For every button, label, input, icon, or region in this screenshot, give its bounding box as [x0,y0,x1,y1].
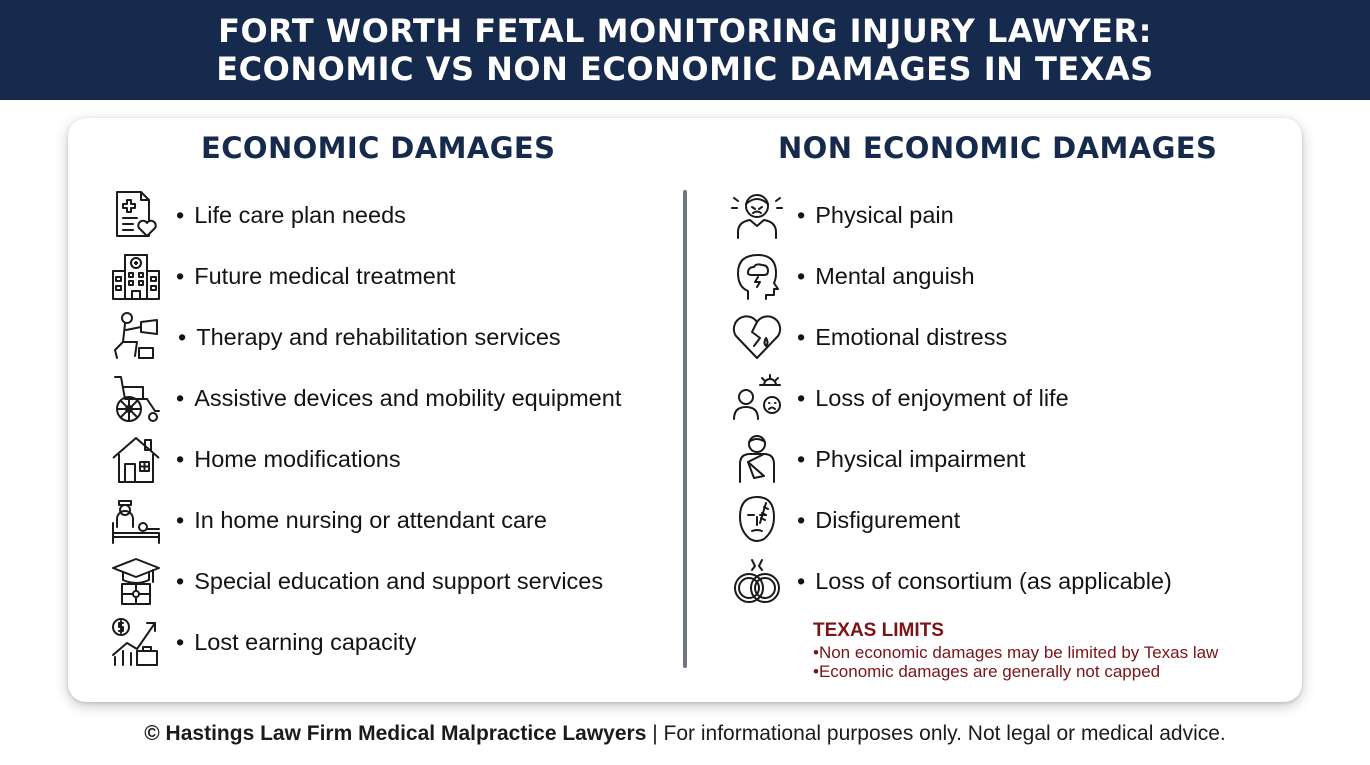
non-economic-item [729,309,1007,365]
non-economic-item [729,187,954,243]
economic-item-label: • Life care plan needs [176,202,406,229]
economic-item-label: • Home modifications [176,446,401,473]
non-economic-item [729,431,1026,487]
pained-person-icon [729,187,785,243]
non-economic-damages-heading: NON ECONOMIC DAMAGES [778,131,1218,165]
texas-limit-line: • Economic damages are generally not capped [813,662,1160,682]
page-title-line-1: FORT WORTH FETAL MONITORING INJURY LAWYER: [218,12,1152,50]
head-storm-icon [729,248,785,304]
non-economic-item-label: • Physical pain [797,202,954,229]
wheelchair-icon [108,370,164,426]
economic-damages-heading: ECONOMIC DAMAGES [201,131,556,165]
economic-item [108,370,621,426]
non-economic-item-label: • Emotional distress [797,324,1007,351]
economic-item [108,492,547,548]
footer-disclaimer: | For informational purposes only. Not legal or medical advice. [646,722,1226,745]
footer-firm-name: © Hastings Law Firm Medical Malpractice Lawyers [144,722,647,745]
footer-credit [0,722,1370,746]
broken-heart-icon [729,309,785,365]
medical-plan-heart-icon [108,187,164,243]
economic-item [108,431,401,487]
economic-item-label: • Special education and support services [176,568,603,595]
economic-item-label: • Lost earning capacity [176,629,416,656]
non-economic-item [729,248,975,304]
title-banner [0,0,1370,100]
money-growth-chart-icon [108,614,164,670]
house-icon [108,431,164,487]
sad-people-sun-icon [729,370,785,426]
hospital-building-icon [108,248,164,304]
non-economic-item-label: • Mental anguish [797,263,975,290]
economic-item [108,309,561,365]
texas-limits-heading: TEXAS LIMITS [813,620,944,641]
economic-item-label: • Therapy and rehabilitation services [178,324,561,351]
nurse-bed-icon [108,492,164,548]
non-economic-item [729,492,960,548]
graduation-cap-puzzle-icon [108,553,164,609]
economic-item-label: • Assistive devices and mobility equipment [176,385,621,412]
non-economic-item-label: • Loss of consortium (as applicable) [797,568,1172,595]
economic-item [108,248,455,304]
non-economic-item-label: • Physical impairment [797,446,1026,473]
non-economic-item [729,553,1172,609]
scarred-face-icon [729,492,785,548]
economic-item-label: • In home nursing or attendant care [176,507,547,534]
texas-limit-line: • Non economic damages may be limited by Texas law [813,643,1218,663]
non-economic-item-label: • Disfigurement [797,507,960,534]
page-title-line-2: ECONOMIC VS NON ECONOMIC DAMAGES IN TEXAS [216,50,1154,88]
non-economic-item [729,370,1069,426]
economic-item [108,614,416,670]
arm-sling-icon [729,431,785,487]
column-divider [683,190,687,668]
broken-rings-icon [729,553,785,609]
economic-item [108,187,406,243]
non-economic-item-label: • Loss of enjoyment of life [797,385,1069,412]
economic-item-label: • Future medical treatment [176,263,455,290]
economic-item [108,553,603,609]
rehab-exercise-icon [108,309,164,365]
